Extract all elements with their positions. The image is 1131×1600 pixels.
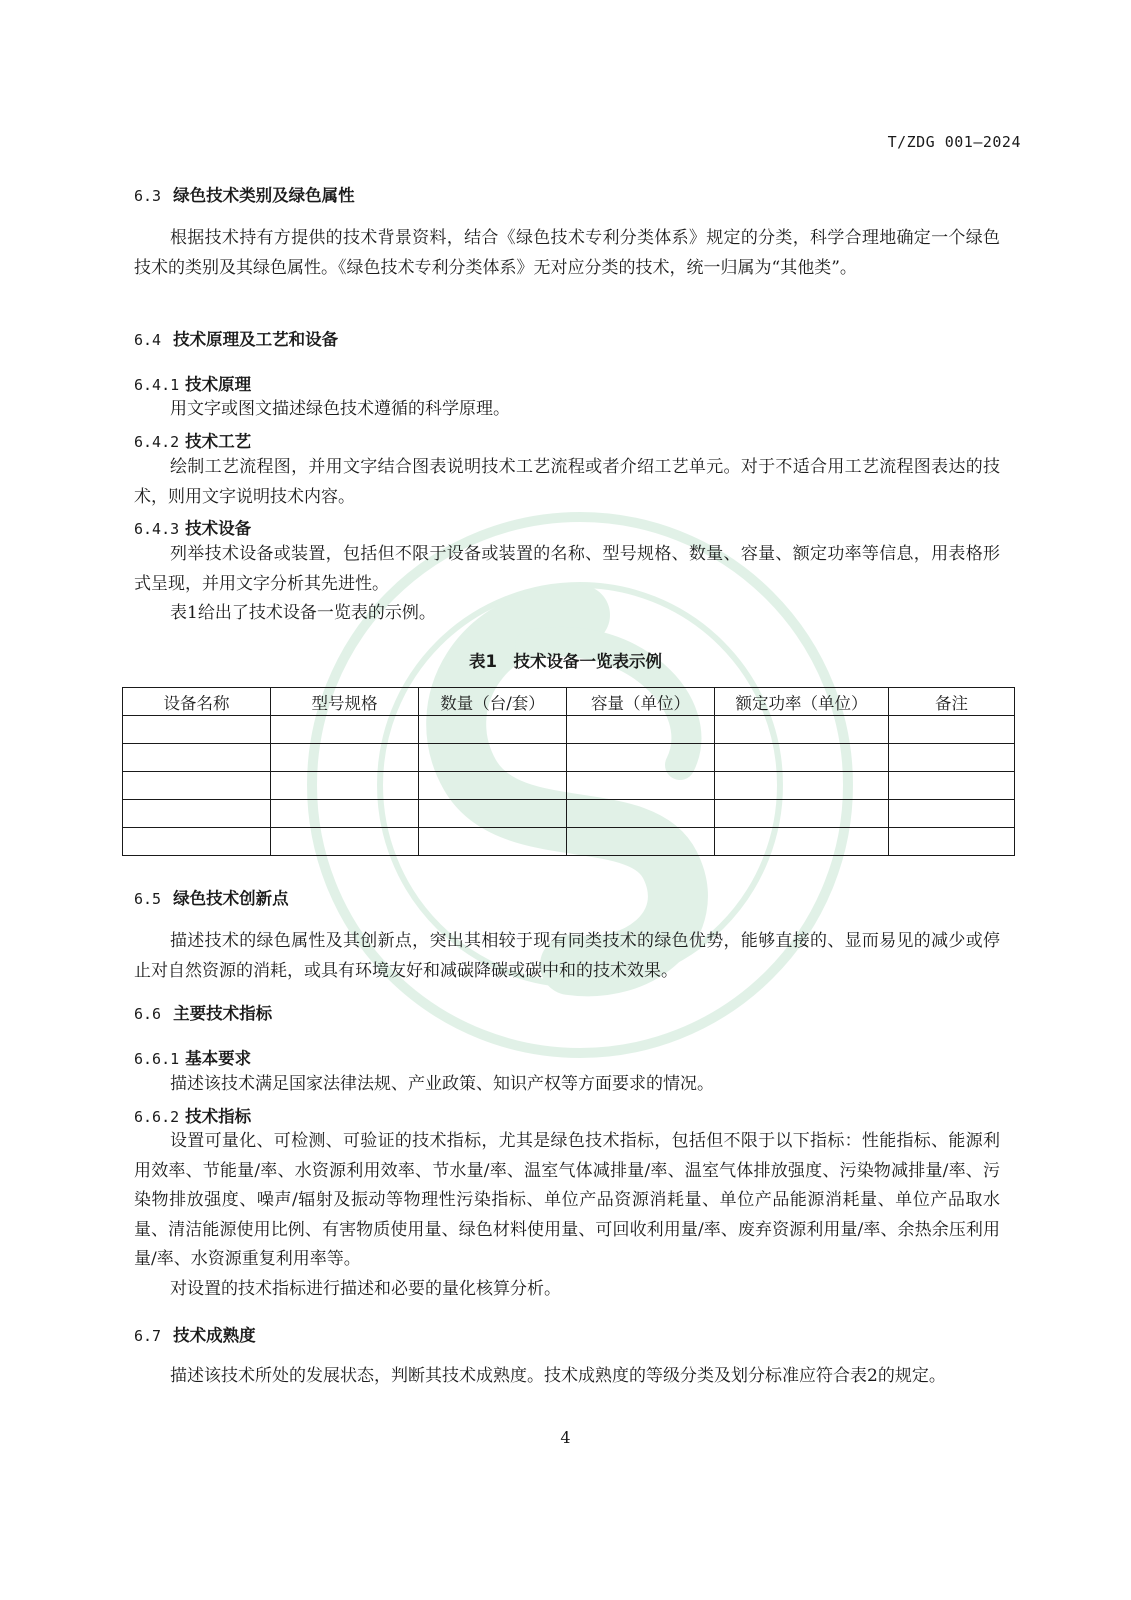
section-6-4-3-table-reference: 表1给出了技术设备一览表的示例。 — [170, 603, 436, 623]
section-title: 技术原理及工艺和设备 — [173, 330, 339, 349]
section-title: 绿色技术类别及绿色属性 — [173, 186, 355, 205]
section-6-7-heading — [134, 1322, 256, 1346]
section-6-4-heading — [134, 326, 338, 350]
section-number: 6.6 — [134, 1005, 162, 1023]
section-6-4-1-heading — [134, 371, 251, 395]
section-number: 6.4.3 — [134, 520, 180, 538]
section-6-3-heading — [134, 182, 355, 206]
section-6-4-2-heading — [134, 428, 251, 452]
table-cell — [715, 772, 889, 800]
table-cell — [889, 772, 1015, 800]
table-cell — [889, 716, 1015, 744]
section-title: 绿色技术创新点 — [173, 889, 289, 908]
section-title: 技术成熟度 — [173, 1326, 256, 1345]
table-cell — [271, 716, 419, 744]
table-row — [123, 828, 1015, 856]
column-header: 备注 — [889, 688, 1015, 716]
table-cell — [567, 716, 715, 744]
table-cell — [715, 828, 889, 856]
section-6-4-1-paragraph: 用文字或图文描述绿色技术遵循的科学原理。 — [170, 399, 510, 419]
column-header: 容量（单位） — [567, 688, 715, 716]
column-header: 设备名称 — [123, 688, 271, 716]
table-cell — [567, 772, 715, 800]
section-number: 6.6.2 — [134, 1108, 180, 1126]
section-number: 6.4 — [134, 331, 162, 349]
table-cell — [715, 744, 889, 772]
section-6-5-heading — [134, 885, 289, 909]
section-title: 基本要求 — [185, 1049, 252, 1068]
section-6-6-1-heading — [134, 1045, 251, 1069]
table-cell — [271, 772, 419, 800]
section-title: 主要技术指标 — [173, 1004, 273, 1023]
section-title: 技术指标 — [185, 1107, 252, 1126]
table-cell — [715, 800, 889, 828]
table-cell — [419, 800, 567, 828]
table-cell — [419, 716, 567, 744]
table-cell — [567, 744, 715, 772]
section-6-7-paragraph: 描述该技术所处的发展状态，判断其技术成熟度。技术成熟度的等级分类及划分标准应符合表2的规定。 — [170, 1366, 946, 1386]
section-number: 6.3 — [134, 187, 162, 205]
table-cell — [271, 828, 419, 856]
table-cell — [567, 800, 715, 828]
table-cell — [889, 828, 1015, 856]
table-1-caption: 表1 技术设备一览表示例 — [469, 652, 662, 671]
table-cell — [271, 744, 419, 772]
section-title: 技术设备 — [185, 519, 252, 538]
table-row — [123, 716, 1015, 744]
section-6-4-2-paragraph: 绘制工艺流程图，并用文字结合图表说明技术工艺流程或者介绍工艺单元。对于不适合用工艺流程图表达的技术，则用文字说明技术内容。 — [134, 457, 1000, 507]
column-header: 型号规格 — [271, 688, 419, 716]
table-row — [123, 800, 1015, 828]
table-cell — [123, 828, 271, 856]
table-cell — [123, 716, 271, 744]
table-cell — [419, 828, 567, 856]
table-cell — [123, 800, 271, 828]
section-title: 技术工艺 — [185, 432, 252, 451]
section-title: 技术原理 — [185, 375, 252, 394]
table-cell — [715, 716, 889, 744]
section-number: 6.7 — [134, 1327, 162, 1345]
column-header: 数量（台/套） — [419, 688, 567, 716]
document-code: T/ZDG 001—2024 — [887, 133, 1021, 151]
page-number: 4 — [560, 1428, 571, 1447]
table-row — [123, 772, 1015, 800]
section-6-4-3-heading — [134, 515, 251, 539]
section-6-6-2-closing: 对设置的技术指标进行描述和必要的量化核算分析。 — [170, 1279, 561, 1299]
section-6-6-2-paragraph: 设置可量化、可检测、可验证的技术指标，尤其是绿色技术指标，包括但不限于以下指标：性能指标、能源利用效率、节能量/率、水资源利用效率、节水量/率、温室气体减排量/率、温室气体排放强度、污染物减排量/率、污染物排放强度、噪声/辐射及振动等物理性污染指标、单位产品资源消耗量、单位产品能源消耗量、单位产品取水量、清洁能源使用比例、有害物质使用量、绿色材料使用量、可回收利用量/率、废弃资源利用量/率、余热余压利用量/率、水资源重复利用率等。 — [134, 1131, 1000, 1269]
table-cell — [419, 744, 567, 772]
column-header: 额定功率（单位） — [715, 688, 889, 716]
table-row — [123, 744, 1015, 772]
table-cell — [567, 828, 715, 856]
section-6-6-2-heading — [134, 1103, 251, 1127]
table-cell — [123, 744, 271, 772]
section-number: 6.5 — [134, 890, 162, 908]
section-number: 6.4.1 — [134, 376, 180, 394]
section-6-4-3-paragraph: 列举技术设备或装置，包括但不限于设备或装置的名称、型号规格、数量、容量、额定功率等信息，用表格形式呈现，并用文字分析其先进性。 — [134, 544, 1000, 594]
section-6-5-paragraph: 描述技术的绿色属性及其创新点，突出其相较于现有同类技术的绿色优势，能够直接的、显而易见的减少或停止对自然资源的消耗，或具有环境友好和减碳降碳或碳中和的技术效果。 — [134, 931, 1000, 981]
section-number: 6.6.1 — [134, 1050, 180, 1068]
table-cell — [419, 772, 567, 800]
table-cell — [889, 744, 1015, 772]
section-6-6-heading — [134, 1000, 272, 1024]
table-header-row — [123, 688, 1015, 716]
section-6-6-1-paragraph: 描述该技术满足国家法律法规、产业政策、知识产权等方面要求的情况。 — [170, 1074, 714, 1094]
table-cell — [889, 800, 1015, 828]
section-number: 6.4.2 — [134, 433, 180, 451]
table-cell — [123, 772, 271, 800]
table-cell — [271, 800, 419, 828]
equipment-table — [122, 687, 1015, 856]
section-6-3-paragraph: 根据技术持有方提供的技术背景资料，结合《绿色技术专利分类体系》规定的分类，科学合理地确定一个绿色技术的类别及其绿色属性。《绿色技术专利分类体系》无对应分类的技术，统一归属为“其他类”。 — [134, 228, 1000, 278]
